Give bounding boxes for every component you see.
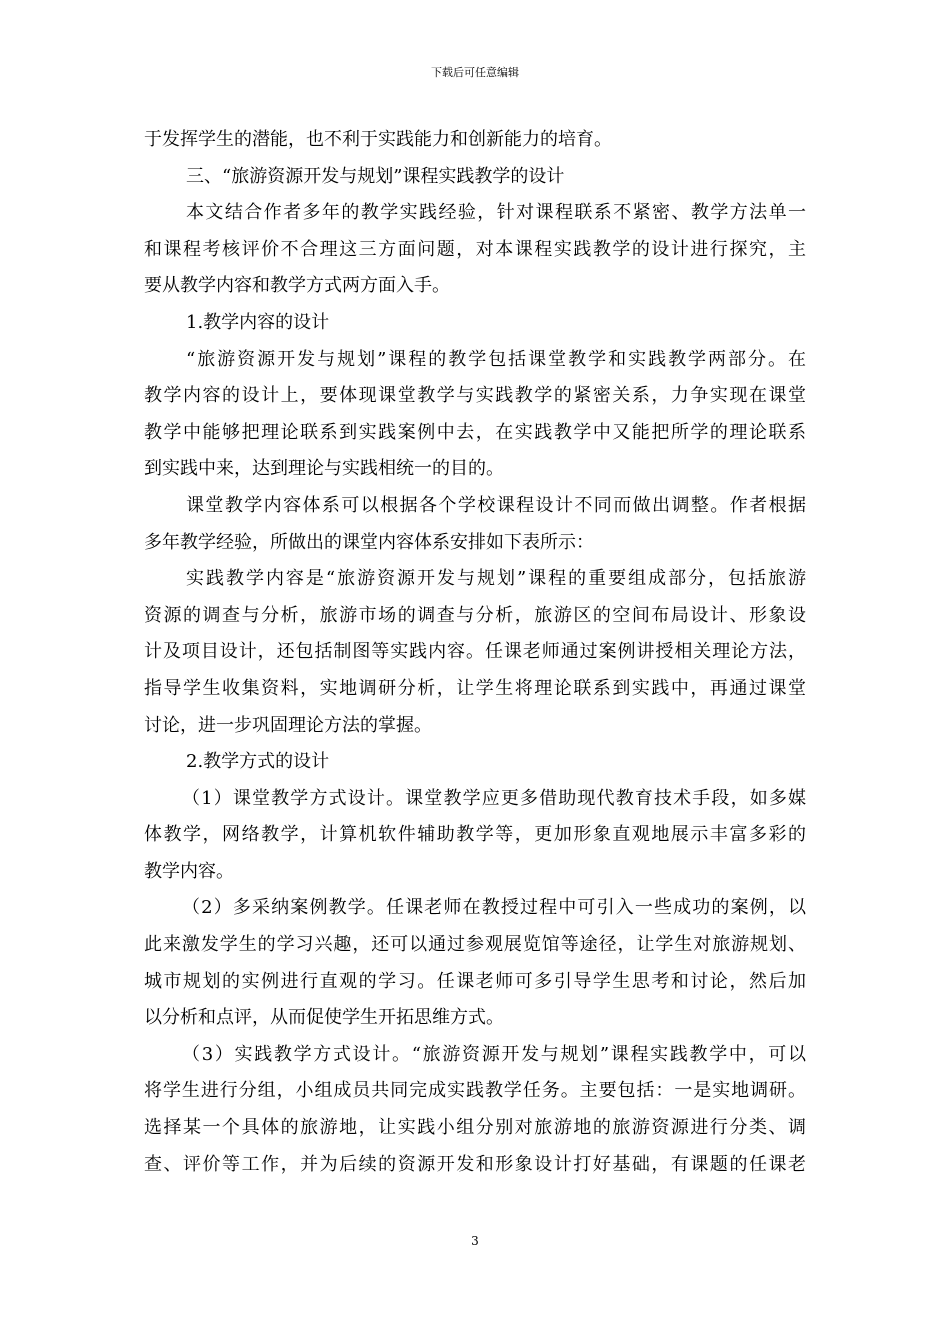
text-line: 本文结合作者多年的教学实践经验，针对课程联系不紧密、教学方法单一 xyxy=(186,202,806,224)
text-line: 要从教学内容和教学方式两方面入手。 xyxy=(144,275,450,297)
text-line: 以分析和点评，从而促使学生开拓思维方式。 xyxy=(144,1007,504,1029)
document-body xyxy=(144,122,806,1183)
section-heading: 三、“旅游资源开发与规划”课程实践教学的设计 xyxy=(186,165,565,187)
text-line: 于发挥学生的潜能，也不利于实践能力和创新能力的培育。 xyxy=(144,129,612,150)
text-line: “旅游资源开发与规划”课程的教学包括课堂教学和实践教学两部分。在 xyxy=(186,348,806,370)
text-line: 选择某一个具体的旅游地，让实践小组分别对旅游地的旅游资源进行分类、调 xyxy=(144,1117,806,1139)
text-line: 指导学生收集资料，实地调研分析，让学生将理论联系到实践中，再通过课堂 xyxy=(144,677,806,699)
text-line: 查、评价等工作，并为后续的资源开发和形象设计打好基础，有课题的任课老 xyxy=(144,1153,806,1175)
text-line: 教学中能够把理论联系到实践案例中去，在实践教学中又能把所学的理论联系 xyxy=(144,421,806,443)
subsection-heading: 2.教学方式的设计 xyxy=(186,751,330,773)
page-header: 下载后可任意编辑 xyxy=(431,66,519,79)
text-line: 此来激发学生的学习兴趣，还可以通过参观展览馆等途径，让学生对旅游规划、 xyxy=(144,934,806,956)
text-line: 教学内容。 xyxy=(144,860,234,882)
text-line: （3）实践教学方式设计。“旅游资源开发与规划”课程实践教学中，可以 xyxy=(182,1043,806,1065)
text-line: 多年教学经验，所做出的课堂内容体系安排如下表所示： xyxy=(144,531,594,553)
text-line: 实践教学内容是“旅游资源开发与规划”课程的重要组成部分，包括旅游 xyxy=(186,568,806,590)
text-line: 体教学，网络教学，计算机软件辅助教学等，更加形象直观地展示丰富多彩的 xyxy=(144,824,806,846)
text-line: 讨论，进一步巩固理论方法的掌握。 xyxy=(144,714,432,736)
text-line: 将学生进行分组，小组成员共同完成实践教学任务。主要包括：一是实地调研。 xyxy=(144,1080,806,1102)
text-line: （2）多采纳案例教学。任课老师在教授过程中可引入一些成功的案例，以 xyxy=(182,897,806,919)
page-number: 3 xyxy=(471,1234,479,1248)
text-line: 课堂教学内容体系可以根据各个学校课程设计不同而做出调整。作者根据 xyxy=(186,494,806,516)
text-line: 和课程考核评价不合理这三方面问题，对本课程实践教学的设计进行探究，主 xyxy=(144,238,806,260)
text-line: 城市规划的实例进行直观的学习。任课老师可多引导学生思考和讨论，然后加 xyxy=(144,970,806,992)
text-line: 资源的调查与分析，旅游市场的调查与分析，旅游区的空间布局设计、形象设 xyxy=(144,604,806,626)
subsection-heading: 1.教学内容的设计 xyxy=(186,311,330,333)
text-line: 教学内容的设计上，要体现课堂教学与实践教学的紧密关系，力争实现在课堂 xyxy=(144,385,806,407)
text-line: （1）课堂教学方式设计。课堂教学应更多借助现代教育技术手段，如多媒 xyxy=(182,787,806,809)
text-line: 到实践中来，达到理论与实践相统一的目的。 xyxy=(144,458,504,480)
text-line: 计及项目设计，还包括制图等实践内容。任课老师通过案例讲授相关理论方法， xyxy=(144,641,806,663)
